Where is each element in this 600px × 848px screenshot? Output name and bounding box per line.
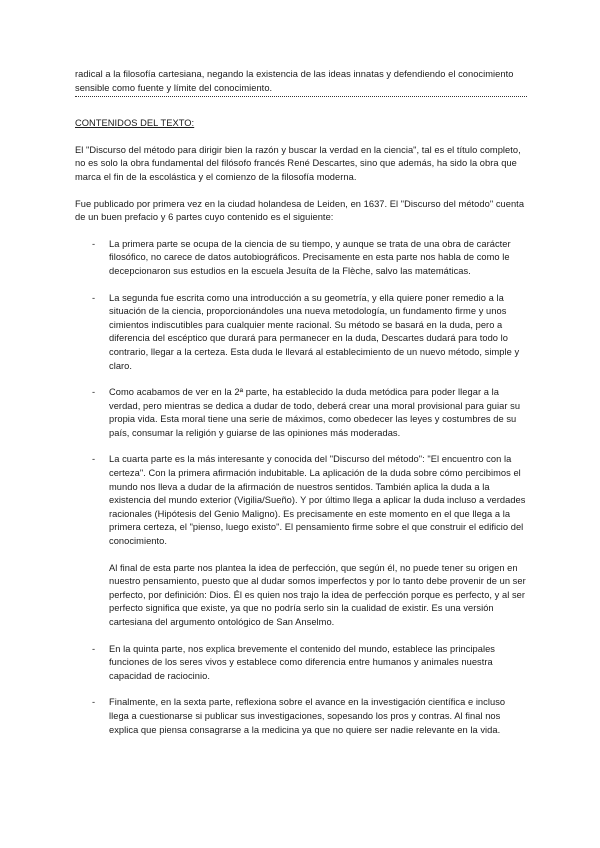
dotted-divider xyxy=(75,96,527,97)
top-paragraph: radical a la filosofía cartesiana, negando la existencia de las ideas innatas y defendiendo el conocimiento sensible como fuente y límite del conocimiento. xyxy=(75,69,514,93)
bullet-marker: - xyxy=(92,697,96,708)
bullet-marker: - xyxy=(92,387,96,398)
bullet-marker: - xyxy=(92,643,96,654)
list-item-part-2 xyxy=(75,292,527,374)
bullet-marker: - xyxy=(92,292,96,303)
list-item-part-1 xyxy=(75,238,527,279)
document-page xyxy=(75,68,527,750)
list-item-part-6 xyxy=(75,696,527,737)
intro-paragraph-1: El "Discurso del método para dirigir bien la razón y buscar la verdad en la ciencia", tal es el título completo, no es solo la obra fundamental del filósofo francés René Descartes, sino que además, ha sido la obra que marca el fin de la escolástica y el comienzo de la filosofía moderna. xyxy=(75,144,521,182)
bullet-marker: - xyxy=(92,238,96,249)
list-item-part-3 xyxy=(75,386,527,440)
list-item-text: La primera parte se ocupa de la ciencia de su tiempo, y aunque se trata de una obra de carácter filosófico, no carece de datos autobiográficos. Precisamente en esta parte nos habla de como le decepcionaron sus estudios en la escuela Jesuíta de la Flèche, salvo las matemáticas. xyxy=(109,238,511,276)
list-item-text: Finalmente, en la sexta parte, reflexiona sobre el avance en la investigación científica e incluso llega a cuestionarse si publicar sus investigaciones, sopesando los pros y contras. Al final nos explica que piensa consagrarse a la medicina ya que no quiere ser nadie relevante en la vida. xyxy=(109,697,506,735)
parts-list xyxy=(75,238,527,737)
list-item-text: Como acabamos de ver en la 2ª parte, ha establecido la duda metódica para poder llegar a la verdad, pero mientras se dedica a dudar de todo, deberá crear una moral provisional para guiar su propia vida. Esta moral tiene una serie de máximos, como obedecer las leyes y costumbres de su país, consumar la religión y guiarse de las opiniones más moderadas. xyxy=(109,387,521,438)
intro-paragraph-2: Fue publicado por primera vez en la ciudad holandesa de Leiden, en 1637. El "Discurso del método" cuenta de un buen prefacio y 6 partes cuyo contenido es el siguiente: xyxy=(75,198,525,223)
list-item-text: En la quinta parte, nos explica brevemente el contenido del mundo, establece las principales funciones de los seres vivos y establece como diferencia entre humanos y animales nuestra capacidad de raciocinio. xyxy=(109,643,496,681)
bullet-marker: - xyxy=(92,454,96,465)
list-item-text: La segunda fue escrita como una introducción a su geometría, y ella quiere poner remedio a la situación de la ciencia, proporcionándoles una nueva metodología, un fundamento firme y unos cimientos indiscutibles para cualquier mente racional. Su método se basará en la duda, pero a diferencia del escéptico que durará para permanecer en la duda, Descartes dudará para todo lo contrario, llegar a la certeza. Esta duda le llevará al establecimiento de un nuevo método, simple y claro. xyxy=(109,292,520,371)
list-item-part-5 xyxy=(75,643,527,684)
list-item-text: La cuarta parte es la más interesante y conocida del "Discurso del método": "El encuentro con la certeza". Con la primera afirmación indubitable. La aplicación de la duda sobre cómo percibimos el mundo nos lleva a dudar de la afirmación de nuestros sentidos. También aplica la duda a la existencia del mundo exterior (Vigilia/Sueño). Y por último llega a aplicar la duda incluso a verdades racionales (Hipótesis del Genio Maligno). Es precisamente en este momento en el que llega a la primera certeza, el "pienso, luego existo". El pensamiento firme sobre el que construir el edificio del conocimiento. xyxy=(109,454,526,547)
list-item-part-4 xyxy=(75,453,527,629)
list-item-subparagraph: Al final de esta parte nos plantea la idea de perfección, que según él, no puede tener su origen en nuestro pensamiento, puesto que al dudar somos imperfectos y por lo tanto debe provenir de un ser perfecto, por definición: Dios. Él es quien nos trajo la idea de perfección porque es perfecto, y al ser perfecto significa que existe, ya que no podría serlo sin la cualidad de existir. Es una versión cartesiana del argumento ontológico de San Anselmo. xyxy=(109,562,526,627)
section-heading: CONTENIDOS DEL TEXTO: xyxy=(75,118,195,129)
